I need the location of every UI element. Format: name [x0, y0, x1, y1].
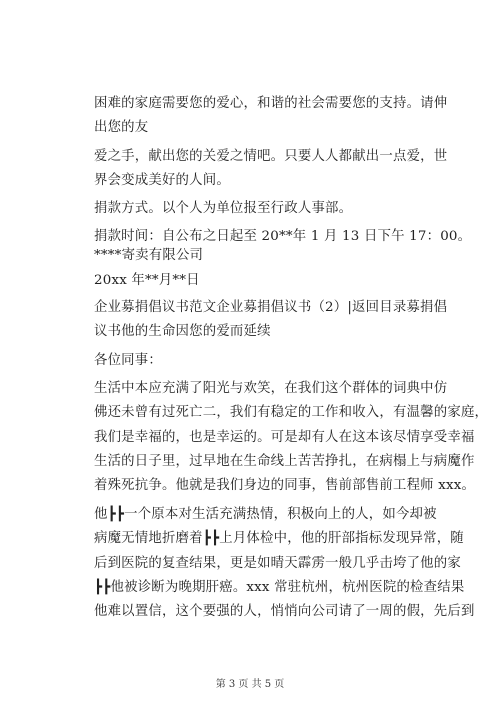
- text-line: 着殊死抗争。他就是我们身边的同事，售前部售前工程师 xxx。: [94, 478, 476, 493]
- text-line: 他难以置信，这个要强的人，悄悄向公司请了一周的假，先后到: [94, 604, 475, 619]
- text-line: 捐款方式。以个人为单位报至行政人事部。: [94, 201, 353, 216]
- date-line: 20xx 年**月**日: [94, 273, 200, 288]
- text-line: 出您的友: [94, 120, 149, 135]
- text-line: 他┣┣一个原本对生活充满热情，积极向上的人，如今却被: [94, 507, 437, 522]
- text-line: 后到医院的复查结果，更是如晴天霹雳一般几乎击垮了他的家: [94, 556, 461, 571]
- section-title: 企业募捐倡议书范文企业募捐倡议书（2）|返回目录募捐倡: [94, 300, 448, 315]
- text-line: 生活的日子里，过早地在生命线上苦苦挣扎，在病榻上与病魔作: [94, 454, 475, 469]
- text-line: 捐款时间：自公布之日起至 20**年 1 月 13 日下午 17：00。: [94, 229, 472, 244]
- text-line: 困难的家庭需要您的爱心，和谐的社会需要您的支持。请伸: [94, 96, 448, 111]
- text-line: 爱之手，献出您的关爱之情吧。只要人人都献出一点爱，世: [94, 149, 448, 164]
- text-line: 界会变成美好的人间。: [94, 173, 230, 188]
- text-line: 佛还未曾有过死亡二，我们有稳定的工作和收入，有温馨的家庭，: [94, 405, 489, 420]
- page-footer: 第 3 页 共 5 页: [215, 679, 285, 690]
- text-line: ┣┣他被诊断为晚期肝癌。xxx 常驻杭州，杭州医院的检查结果: [94, 580, 465, 595]
- text-line: 病魔无情地折磨着┣┣上月体检中，他的肝部指标发现异常，随: [94, 531, 464, 546]
- section-title-cont: 议书他的生命因您的爱而延续: [94, 324, 271, 339]
- salutation: 各位同事：: [94, 353, 162, 368]
- text-line: 生活中本应充满了阳光与欢笑，在我们这个群体的词典中仿: [94, 381, 448, 396]
- text-line: 我们是幸福的，也是幸运的。可是却有人在这本该尽情享受幸福: [94, 430, 475, 445]
- company-name: ****寄卖有限公司: [94, 248, 204, 263]
